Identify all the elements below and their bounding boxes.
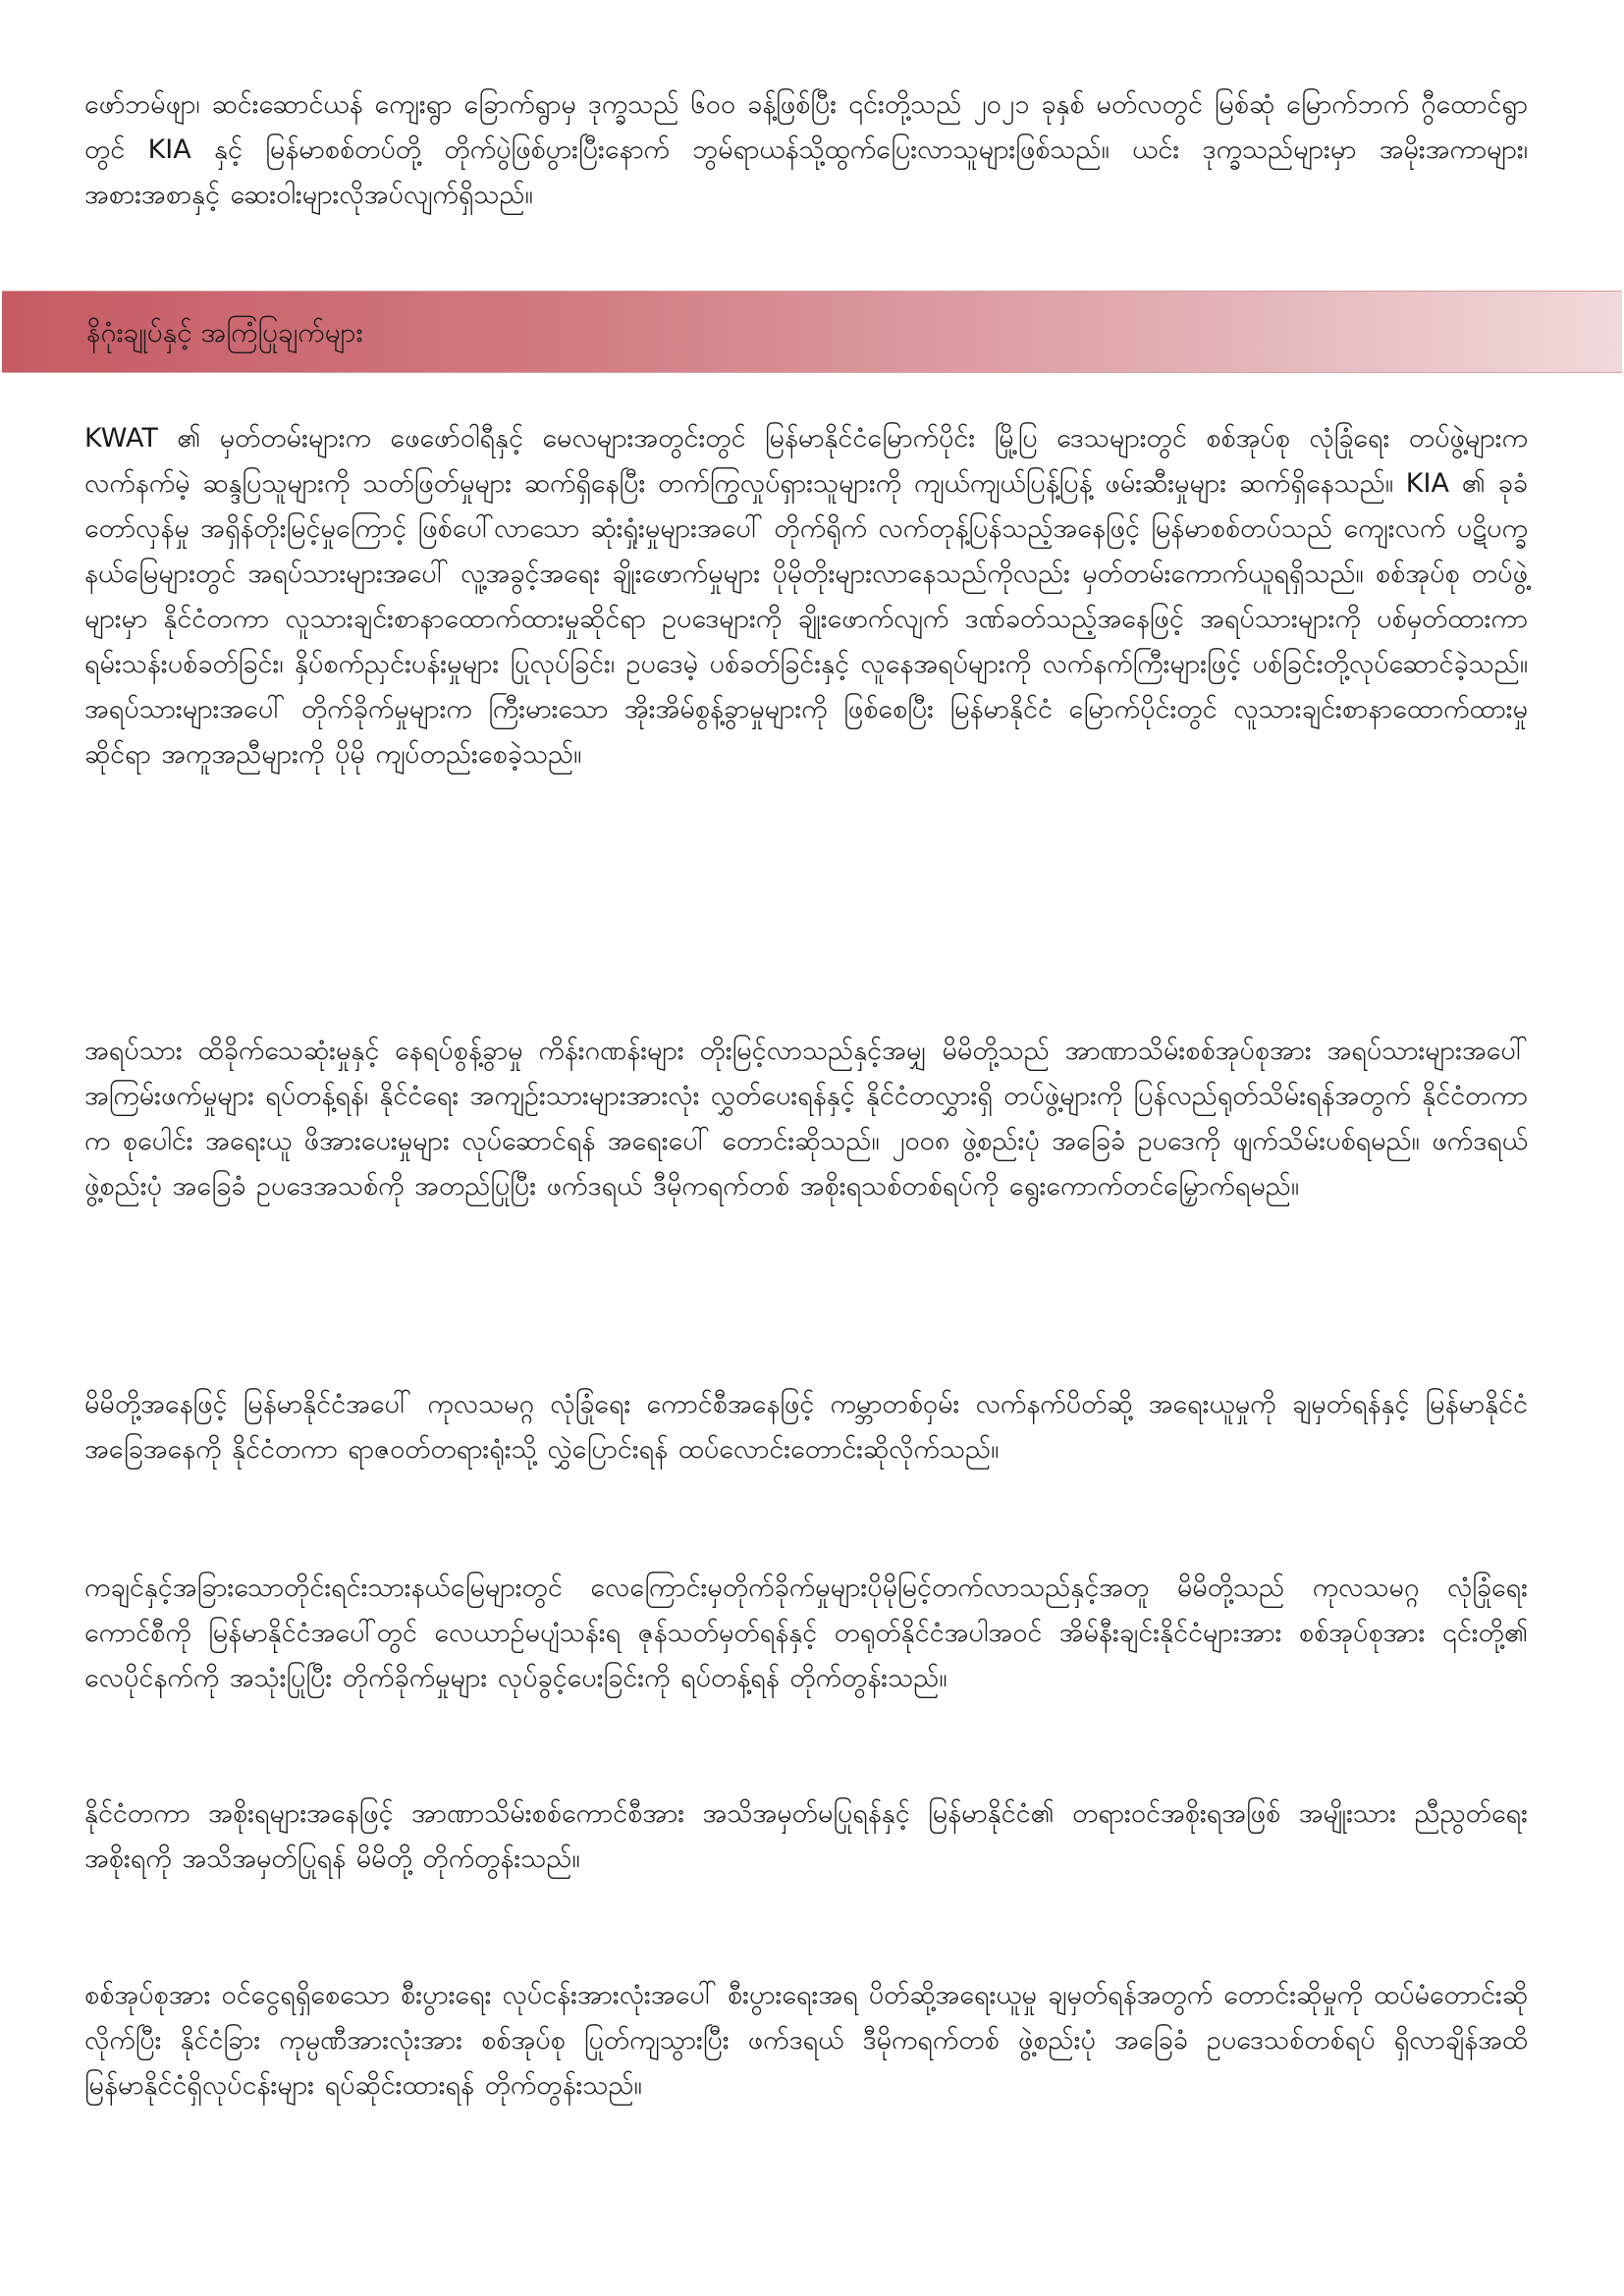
paragraph-no-fly-zone: ကချင်နှင့်အခြားသောတိုင်းရင်းသားနယ်မြေများတွင် လေကြောင်းမှတိုက်ခိုက်မှုများပိုမိုမြင့်တက်လာသည်နှင့်အတူ မိမိတို့သည် ကုလသမဂ္ဂ လုံခြုံရေး ကောင်စီကို မြန်မာနိုင်ငံအပေါ်တွင် လေယာဉ်မပျံသန်းရ ဇုန်သတ်မှတ်ရန်နှင့် တရုတ်နိုင်ငံအပါအဝင် အိမ်နီးချင်းနိုင်ငံများအား စစ်အုပ်စုအား ၎င်းတို့၏ လေပိုင်နက်ကို အသုံးပြုပြီး တိုက်ခိုက်မှုများ လုပ်ခွင့်ပေးခြင်းကို ရပ်တန့်ရန် တိုက်တွန်းသည်။ <box>84 1573 1528 1693</box>
paragraph-arms-embargo: မိမိတို့အနေဖြင့် မြန်မာနိုင်ငံအပေါ် ကုလသမဂ္ဂ လုံခြုံရေး ကောင်စီအနေဖြင့် ကမ္ဘာတစ်ဝှမ်း လက်နက်ပိတ်ဆို့ အရေးယူမှုကို ချမှတ်ရန်နှင့် မြန်မာနိုင်ငံ အခြေအနေကို နိုင်ငံတကာ ရာဇဝတ်တရားရုံးသို့ လွှဲပြောင်းရန် ထပ်လောင်းတောင်းဆိုလိုက်သည်။ <box>84 1389 1528 1465</box>
paragraph-findings: KWAT ၏ မှတ်တမ်းများက ဖေဖော်ဝါရီနှင့် မေလများအတွင်းတွင် မြန်မာနိုင်ငံမြောက်ပိုင်း မြို့ပြ ဒေသများတွင် စစ်အုပ်စု လုံခြုံရေး တပ်ဖွဲ့များက လက်နက်မဲ့ ဆန္ဒပြသူများကို သတ်ဖြတ်မှုများ ဆက်ရှိနေပြီး တက်ကြွလှုပ်ရှားသူများကို ကျယ်ကျယ်ပြန့်ပြန့် ဖမ်းဆီးမှုများ ဆက်ရှိနေသည်။ KIA ၏ ခုခံတော်လှန်မှု အရှိန်တိုးမြင့်မှုကြောင့် ဖြစ်ပေါ်လာသော ဆုံးရှုံးမှုများအပေါ် တိုက်ရိုက် လက်တုန့်ပြန်သည့်အနေဖြင့် မြန်မာစစ်တပ်သည် ကျေးလက် ပဋိပက္ခနယ်မြေများတွင် အရပ်သားများအပေါ် လူ့အခွင့်အရေး ချိုးဖောက်မှုများ ပိုမိုတိုးများလာနေသည်ကိုလည်း မှတ်တမ်းကောက်ယူရရှိသည်။ စစ်အုပ်စု တပ်ဖွဲ့များမှာ နိုင်ငံတကာ လူသားချင်းစာနာထောက်ထားမှုဆိုင်ရာ ဥပဒေများကို ချိုးဖောက်လျက် ဒဏ်ခတ်သည့်အနေဖြင့် အရပ်သားများကို ပစ်မှတ်ထားကာ ရမ်းသန်းပစ်ခတ်ခြင်း၊ နှိပ်စက်ညှင်းပန်းမှုများ ပြုလုပ်ခြင်း၊ ဥပဒေမဲ့ ပစ်ခတ်ခြင်းနှင့် လူနေအရပ်များကို လက်နက်ကြီးများဖြင့် ပစ်ခြင်းတို့လုပ်ဆောင်ခဲ့သည်။ အရပ်သားများအပေါ် တိုက်ခိုက်မှုများက ကြီးမားသော အိုးအိမ်စွန့်ခွာမှုများကို ဖြစ်စေပြီး မြန်မာနိုင်ငံ မြောက်ပိုင်းတွင် လူသားချင်းစာနာထောက်ထားမှု ဆိုင်ရာ အကူအညီများကို ပိုမို ကျပ်တည်းစေခဲ့သည်။ <box>84 423 1528 770</box>
paragraph-sanctions: စစ်အုပ်စုအား ဝင်ငွေရရှိစေသော စီးပွားရေး လုပ်ငန်းအားလုံးအပေါ် စီးပွားရေးအရ ပိတ်ဆို့အရေးယူမှု ချမှတ်ရန်အတွက် တောင်းဆိုမှုကို ထပ်မံတောင်းဆိုလိုက်ပြီး နိုင်ငံခြား ကုမ္ပဏီအားလုံးအား စစ်အုပ်စု ပြုတ်ကျသွားပြီး ဖက်ဒရယ် ဒီမိုကရက်တစ် ဖွဲ့စည်းပုံ အခြေခံ ဥပဒေသစ်တစ်ရပ် ရှိလာချိန်အထိ မြန်မာနိုင်ငံရှိလုပ်ငန်းများ ရပ်ဆိုင်းထားရန် တိုက်တွန်းသည်။ <box>84 1980 1528 2101</box>
intro-paragraph: ဖော်ဘမ်ဖျာ၊ ဆင်းဆောင်ယန် ကျေးရွာ ခြောက်ရွာမှ ဒုက္ခသည် ၆၀၀ ခန့်ဖြစ်ပြီး ၎င်းတို့သည် ၂၀၂၁ ခုနှစ် မတ်လတွင် မြစ်ဆုံ မြောက်ဘက် ဂွီထောင်ရွာတွင် KIA နှင့် မြန်မာစစ်တပ်တို့ တိုက်ပွဲဖြစ်ပွားပြီးနောက် ဘွမ်ရာယန်သို့ထွက်ပြေးလာသူများဖြစ်သည်။ ယင်း ဒုက္ခသည်များမှာ အမိုးအကာများ၊ အစားအစာနှင့် ဆေးဝါးများလိုအပ်လျက်ရှိသည်။ <box>84 89 1528 210</box>
section-header-band <box>2 291 1622 373</box>
paragraph-recognition: နိုင်ငံတကာ အစိုးရများအနေဖြင့် အာဏာသိမ်းစစ်ကောင်စီအား အသိအမှတ်မပြုရန်နှင့် မြန်မာနိုင်ငံ၏ တရားဝင်အစိုးရအဖြစ် အမျိုးသား ညီညွတ်ရေး အစိုးရကို အသိအမှတ်ပြုရန် မိမိတို့ တိုက်တွန်းသည်။ <box>84 1798 1528 1874</box>
section-title: နိဂုံးချုပ်နှင့် အကြံပြုချက်များ <box>86 316 363 348</box>
paragraph-demands: အရပ်သား ထိခိုက်သေဆုံးမှုနှင့် နေရပ်စွန့်ခွာမှု ကိန်းဂဏန်းများ တိုးမြင့်လာသည်နှင့်အမျှ မိမိတို့သည် အာဏာသိမ်းစစ်အုပ်စုအား အရပ်သားများအပေါ် အကြမ်းဖက်မှုများ ရပ်တန့်ရန်၊ နိုင်ငံရေး အကျဉ်းသားများအားလုံး လွှတ်ပေးရန်နှင့် နိုင်ငံတလွှားရှိ တပ်ဖွဲ့များကို ပြန်လည်ရုတ်သိမ်းရန်အတွက် နိုင်ငံတကာက စုပေါင်း အရေးယူ ဖိအားပေးမှုများ လုပ်ဆောင်ရန် အရေးပေါ် တောင်းဆိုသည်။ ၂၀၀၈ ဖွဲ့စည်းပုံ အခြေခံ ဥပဒေကို ဖျက်သိမ်းပစ်ရမည်။ ဖက်ဒရယ် ဖွဲ့စည်းပုံ အခြေခံ ဥပဒေအသစ်ကို အတည်ပြုပြီး ဖက်ဒရယ် ဒီမိုကရက်တစ် အစိုးရသစ်တစ်ရပ်ကို ရွေးကောက်တင်မြှောက်ရမည်။ <box>84 1036 1528 1201</box>
